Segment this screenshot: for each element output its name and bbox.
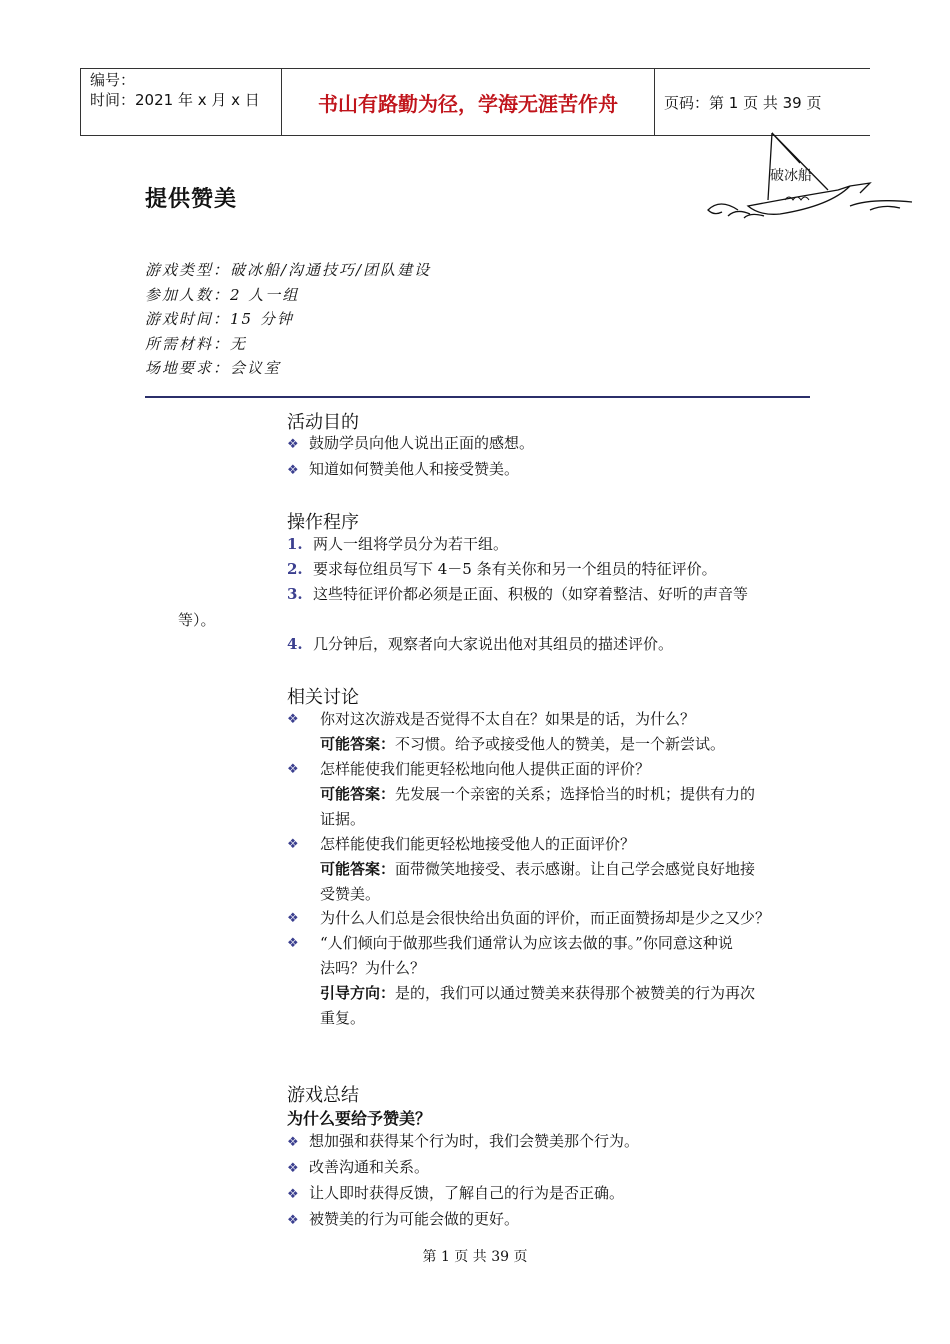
discussion-heading: 相关讨论 [287, 687, 359, 708]
procedure-heading: 操作程序 [287, 512, 359, 533]
guidance: 引导方向：是的，我们可以通过赞美来获得那个被赞美的行为再次 [320, 984, 756, 1002]
logo-text: 破冰船 [770, 168, 812, 184]
procedure-step-continuation: 等）。 [178, 611, 216, 629]
diamond-bullet-icon: ❖ [287, 762, 299, 777]
header-divider [80, 68, 81, 136]
question: 你对这次游戏是否觉得不太自在？如果是的话，为什么？ [320, 710, 696, 728]
list-item: ❖ 鼓励学员向他人说出正面的感想。 [287, 431, 534, 457]
procedure-step: 3. 这些特征评价都必须是正面、积极的（如穿着整洁、好听的声音等 [287, 585, 749, 603]
list-item: ❖ 改善沟通和关系。 [287, 1155, 639, 1181]
header-page-info: 页码：第 1 页 共 39 页 [664, 94, 822, 112]
code-label: 编号： [90, 71, 136, 89]
summary-subheading: 为什么要给予赞美？ [287, 1109, 432, 1128]
summary-heading: 游戏总结 [287, 1085, 359, 1106]
info-duration: 游戏时间：15 分钟 [145, 310, 294, 328]
diamond-bullet-icon: ❖ [287, 712, 299, 727]
header-divider [654, 68, 655, 136]
header-top-border [80, 68, 870, 69]
section-divider [145, 396, 810, 398]
info-materials: 所需材料：无 [145, 334, 248, 353]
list-item: ❖ 知道如何赞美他人和接受赞美。 [287, 457, 534, 483]
procedure-step: 4. 几分钟后，观察者向大家说出他对其组员的描述评价。 [287, 635, 674, 653]
procedure-step: 2. 要求每位组员写下 4－5 条有关你和另一个组员的特征评价。 [287, 560, 717, 578]
answer-continuation: 受赞美。 [320, 885, 381, 903]
info-venue: 场地要求：会议室 [145, 359, 282, 377]
diamond-bullet-icon: ❖ [287, 1161, 299, 1176]
diamond-bullet-icon: ❖ [287, 1213, 299, 1228]
diamond-bullet-icon: ❖ [287, 936, 299, 951]
date-label: 时间：2021 年 x 月 x 日 [90, 91, 260, 109]
list-item: ❖ 想加强和获得某个行为时，我们会赞美那个行为。 [287, 1129, 639, 1155]
answer: 可能答案：面带微笑地接受、表示感谢。让自己学会感觉良好地接 [320, 860, 756, 878]
list-item: ❖ 被赞美的行为可能会做的更好。 [287, 1207, 639, 1233]
header-meta [90, 70, 260, 110]
diamond-bullet-icon: ❖ [287, 1187, 299, 1202]
info-type: 游戏类型：破冰船/沟通技巧/团队建设 [145, 261, 432, 279]
diamond-bullet-icon: ❖ [287, 463, 299, 478]
page-footer: 第 1 页 共 39 页 [422, 1249, 528, 1265]
summary-list [287, 1129, 639, 1233]
purpose-heading: 活动目的 [287, 412, 359, 433]
procedure-step: 1. 两人一组将学员分为若干组。 [287, 535, 509, 553]
answer: 可能答案：不习惯。给予或接受他人的赞美，是一个新尝试。 [320, 735, 726, 753]
question: 怎样能使我们能更轻松地接受他人的正面评价？ [320, 835, 636, 853]
question: 为什么人们总是会很快给出负面的评价，而正面赞扬却是少之又少？ [320, 909, 771, 927]
info-participants: 参加人数：2 人一组 [145, 285, 300, 304]
answer-continuation: 证据。 [320, 810, 366, 828]
question: “人们倾向于做那些我们通常认为应该去做的事。”你同意这种说 [320, 934, 733, 952]
purpose-list [287, 431, 534, 483]
page-title: 提供赞美 [145, 187, 238, 212]
diamond-bullet-icon: ❖ [287, 911, 299, 926]
guidance-continuation: 重复。 [320, 1009, 366, 1027]
question: 怎样能使我们能更轻松地向他人提供正面的评价？ [320, 760, 651, 778]
question-continuation: 法吗？为什么？ [320, 959, 426, 977]
diamond-bullet-icon: ❖ [287, 1135, 299, 1150]
header-motto: 书山有路勤为径，学海无涯苦作舟 [318, 92, 618, 116]
game-info [145, 258, 431, 381]
list-item: ❖ 让人即时获得反馈，了解自己的行为是否正确。 [287, 1181, 639, 1207]
diamond-bullet-icon: ❖ [287, 837, 299, 852]
diamond-bullet-icon: ❖ [287, 437, 299, 452]
answer: 可能答案：先发展一个亲密的关系；选择恰当的时机；提供有力的 [320, 785, 756, 803]
